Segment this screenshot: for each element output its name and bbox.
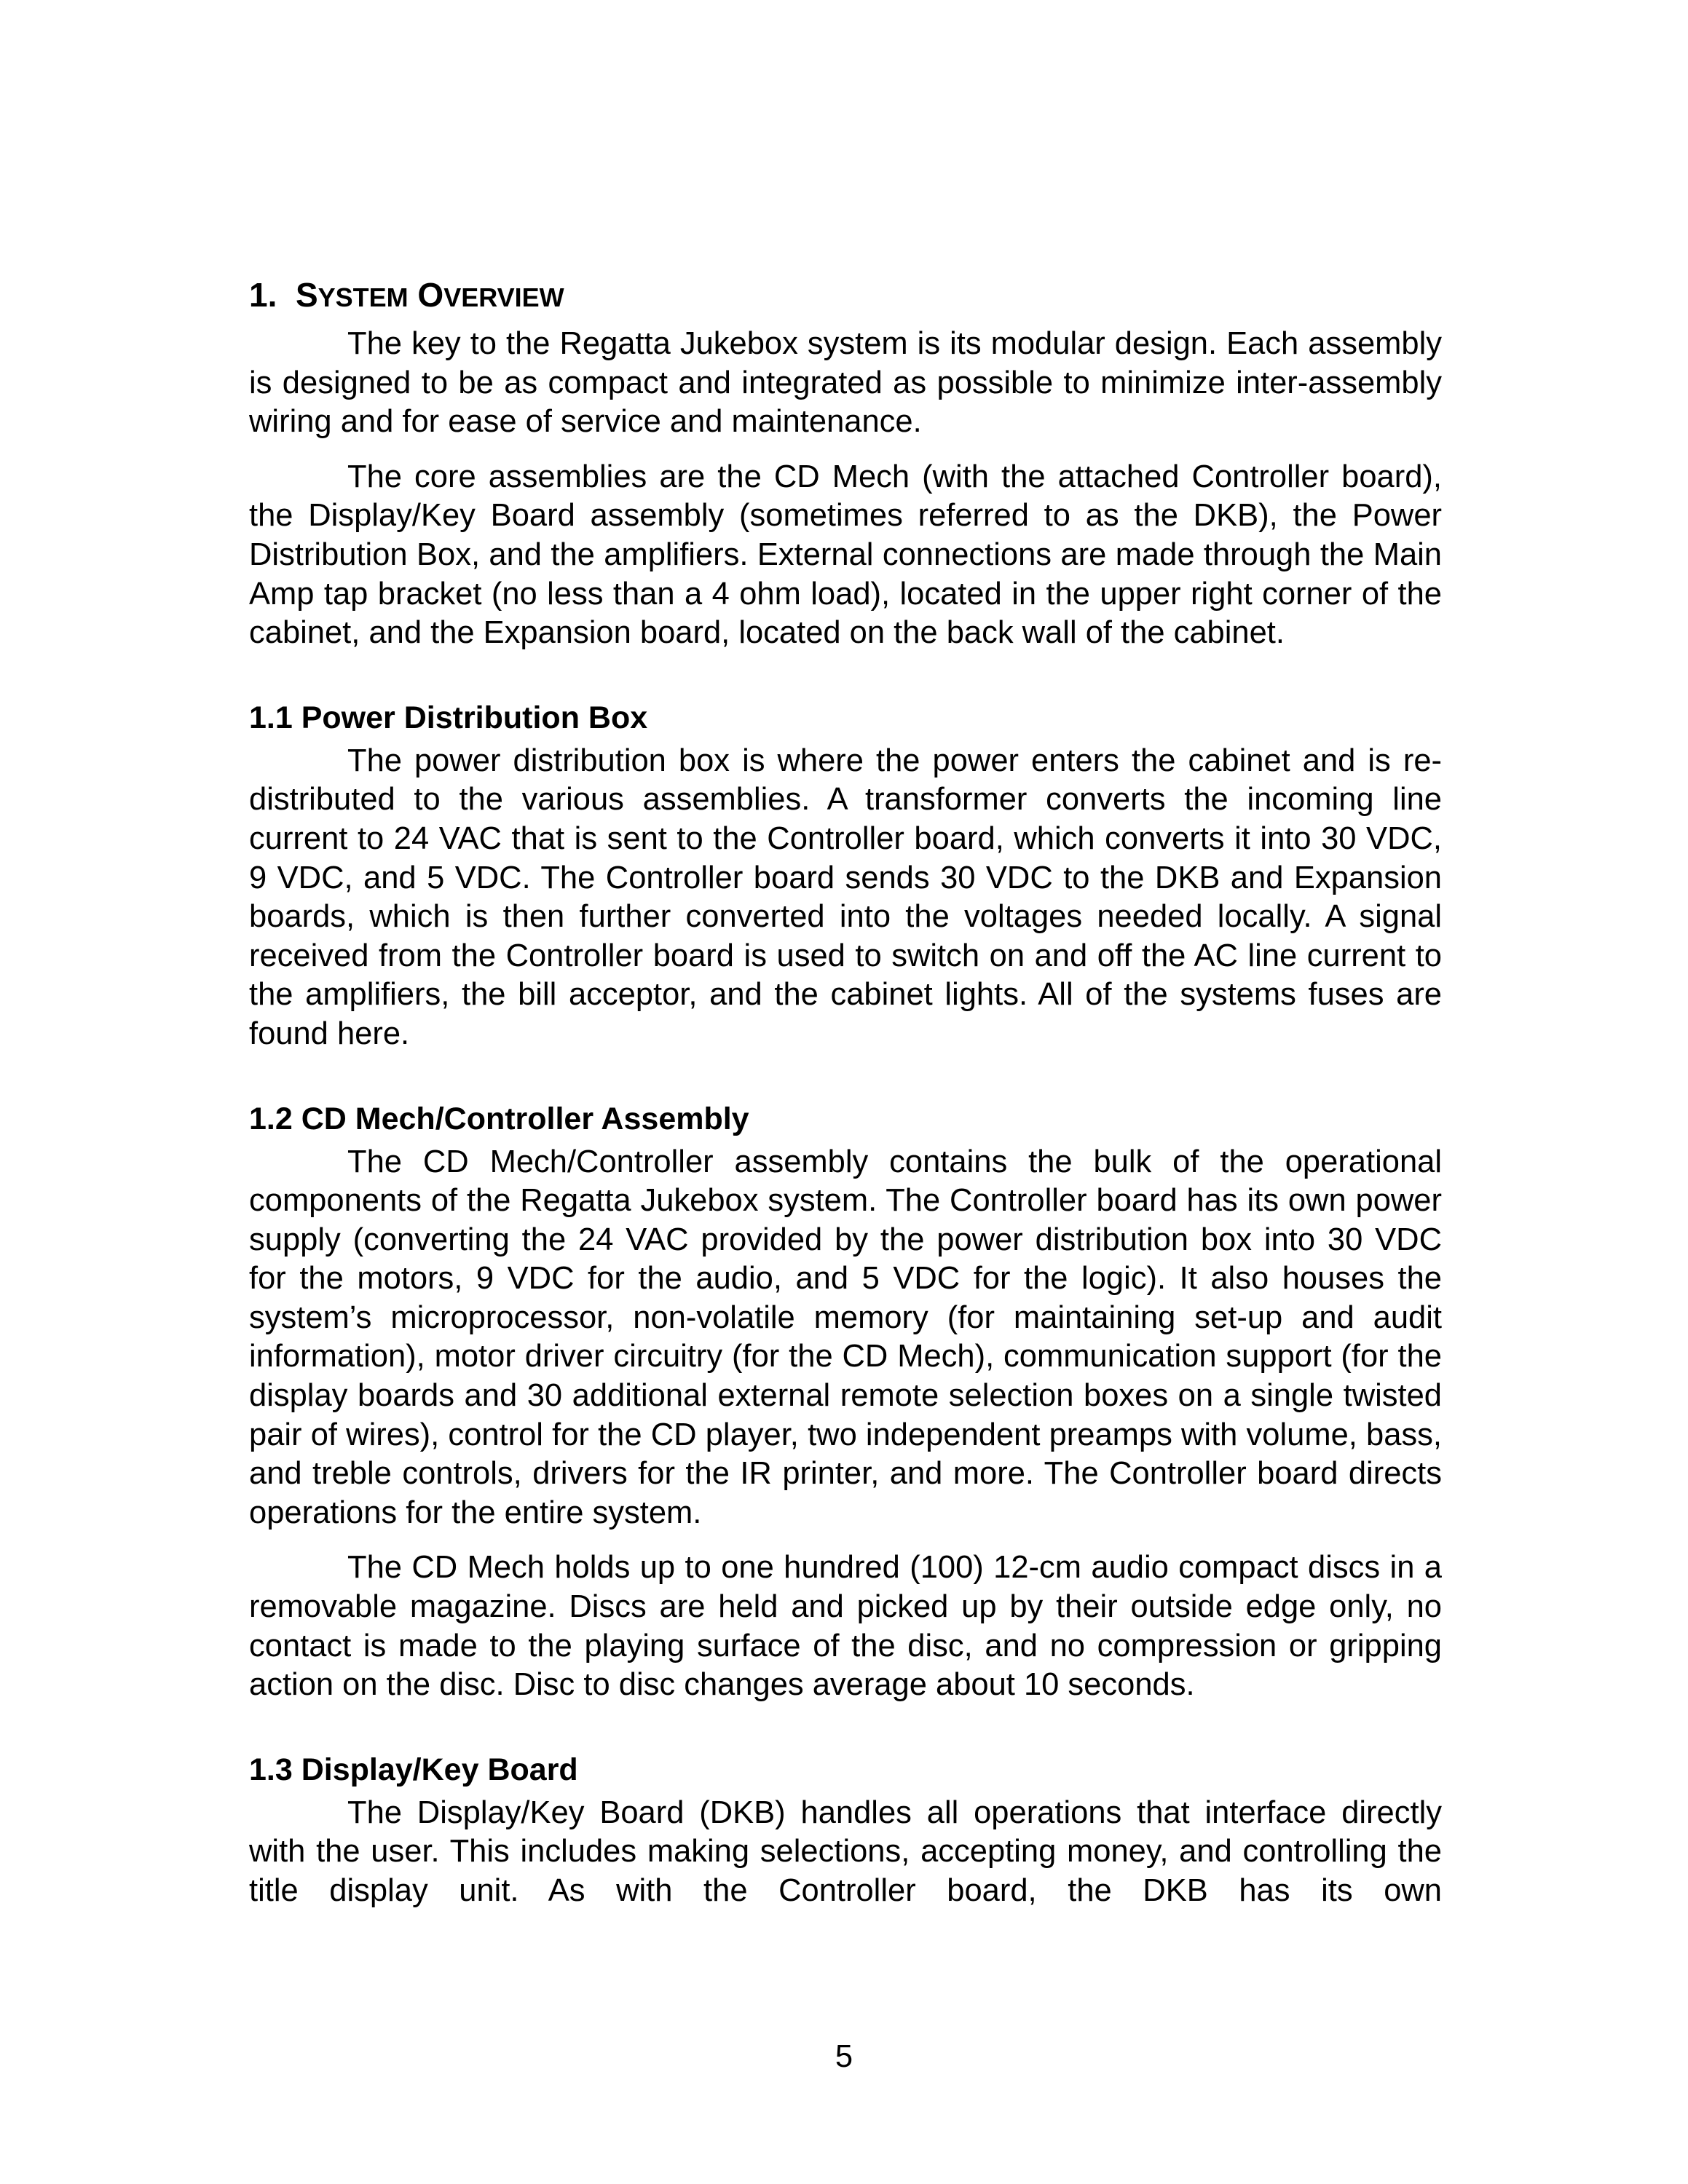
subsection-heading: 1.3 Display/Key Board: [249, 1752, 578, 1787]
paragraph: The CD Mech holds up to one hundred (100) 12-cm audio compact discs in a removable magazine. Discs are held and picked up by their outside edge only, no contact is made to the playing surface of the disc, and no compression or gripping action on the disc. Disc to disc changes average about 10 seconds.: [249, 1550, 1442, 1703]
heading-number: 1.: [249, 276, 277, 314]
subsection-heading: 1.2 CD Mech/Controller Assembly: [249, 1101, 749, 1136]
subsection-heading: 1.1 Power Distribution Box: [249, 700, 648, 735]
document-body: [249, 269, 1442, 1911]
paragraph: The power distribution box is where the power enters the cabinet and is re-distributed to the various assemblies. A transformer converts the incoming line current to 24 VAC that is sent to the Controller board, which converts it into 30 VDC, 9 VDC, and 5 VDC. The Controller board sends 30 VDC to the DKB and Expansion boards, which is then further converted into the voltages needed locally. A signal received from the Controller board is used to switch on and off the AC line current to the amplifiers, the bill acceptor, and the cabinet lights. All of the systems fuses are found here.: [249, 743, 1442, 1051]
heading-small-caps: VERVIEW: [443, 282, 564, 312]
page-number: 5: [835, 2039, 853, 2074]
paragraph: The key to the Regatta Jukebox system is its modular design. Each assembly is designed to be as compact and integrated as possible to minimize inter-assembly wiring and for ease of service and maintenance.: [249, 326, 1442, 440]
section-display-key-board: [249, 1746, 1442, 1911]
section-power-distribution-box: [249, 694, 1442, 1054]
heading-small-caps: YSTEM: [318, 282, 409, 312]
section-system-overview: [249, 269, 1442, 653]
section-heading: [249, 269, 1442, 323]
section-cd-mech-controller: [249, 1095, 1442, 1705]
paragraph: The Display/Key Board (DKB) handles all operations that interface directly with the user. This includes making selections, accepting money, and controlling the title display unit. As with the Controller board, the DKB has its own: [249, 1795, 1442, 1908]
heading-initial: S: [295, 276, 318, 314]
paragraph: The CD Mech/Controller assembly contains the bulk of the operational components of the Regatta Jukebox system. The Controller board has its own power supply (converting the 24 VAC provided by the power distribution box into 30 VDC for the motors, 9 VDC for the audio, and 5 VDC for the logic). It also houses the system’s microprocessor, non-volatile memory (for maintaining set-up and audit information), motor driver circuitry (for the CD Mech), communication support (for the display boards and 30 additional external remote selection boxes on a single twisted pair of wires), control for the CD player, two independent preamps with volume, bass, and treble controls, drivers for the IR printer, and more. The Controller board directs operations for the entire system.: [249, 1144, 1442, 1530]
heading-initial: O: [417, 276, 444, 314]
paragraph: The core assemblies are the CD Mech (with the attached Controller board), the Display/Key Board assembly (sometimes referred to as the DKB), the Power Distribution Box, and the amplifiers. External connections are made through the Main Amp tap bracket (no less than a 4 ohm load), located in the upper right corner of the cabinet, and the Expansion board, located on the back wall of the cabinet.: [249, 459, 1442, 651]
